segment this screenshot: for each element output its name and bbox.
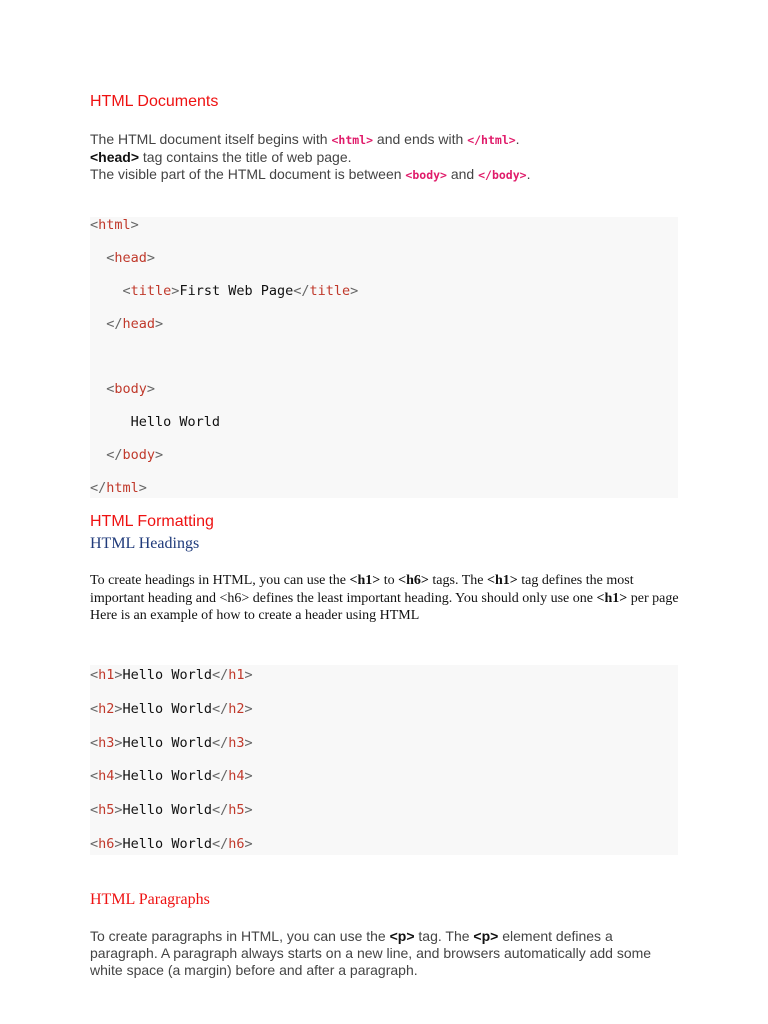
code-line: <h6>Hello World</h6>: [90, 836, 253, 852]
code-line: <html>: [90, 217, 139, 233]
headings-example-intro: Here is an example of how to create a header using HTML: [90, 608, 420, 623]
bold-h1-tag-2: <h1>: [486, 573, 518, 588]
inline-code-html-open: <html>: [331, 133, 374, 147]
heading-html-formatting: HTML Formatting: [90, 513, 214, 530]
code-line: <h4>Hello World</h4>: [90, 768, 253, 784]
intro-line-3: The visible part of the HTML document is between <body> and </body>.: [90, 166, 531, 182]
code-line: Hello World: [130, 414, 221, 430]
inline-code-html-close: </html>: [467, 133, 516, 147]
intro-line-2: <head> tag contains the title of web page.: [90, 149, 352, 165]
code-line: <title>First Web Page</title>: [122, 283, 359, 299]
inline-code-body-close: </body>: [478, 168, 527, 182]
heading-html-documents: HTML Documents: [90, 93, 219, 110]
bold-head-tag: <head>: [90, 149, 140, 165]
code-line: </html>: [90, 480, 147, 496]
code-line: </head>: [106, 316, 164, 332]
code-line: <head>: [106, 250, 156, 266]
subheading-html-headings: HTML Headings: [90, 535, 200, 552]
code-line: <h3>Hello World</h3>: [90, 735, 253, 751]
paragraphs-description: To create paragraphs in HTML, you can use the <p> tag. The <p> element defines a paragraph. A paragraph always starts on a new line, and browsers automatically add some white space (a margin) before and after a paragraph.: [90, 928, 652, 978]
bold-h1-tag-3: <h1>: [596, 590, 628, 606]
intro-line-1: The HTML document itself begins with <html> and ends with </html>.: [90, 131, 520, 147]
heading-html-paragraphs: HTML Paragraphs: [90, 891, 210, 908]
bold-h1-tag: <h1>: [349, 573, 381, 588]
inline-code-body-open: <body>: [405, 168, 447, 182]
code-line: <body>: [106, 381, 156, 397]
bold-h6-tag: <h6>: [398, 573, 429, 588]
code-line: <h1>Hello World</h1>: [90, 667, 253, 683]
code-block-html-structure: [90, 217, 678, 498]
code-line: </body>: [106, 447, 164, 463]
bold-p-tag: <p>: [389, 928, 415, 944]
code-line: <h2>Hello World</h2>: [90, 701, 253, 717]
html-documents-intro: [90, 131, 710, 184]
bold-p-tag-2: <p>: [473, 928, 499, 944]
code-block-headings: [90, 665, 678, 855]
headings-paragraph: To create headings in HTML, you can use the <h1> to <h6> tags. The <h1> tag defines the most important heading and <h6> defines the least important heading. You should only use one <h1> per page Here is an example of how to create a header using HTML: [90, 572, 690, 625]
code-line: <h5>Hello World</h5>: [90, 802, 253, 818]
